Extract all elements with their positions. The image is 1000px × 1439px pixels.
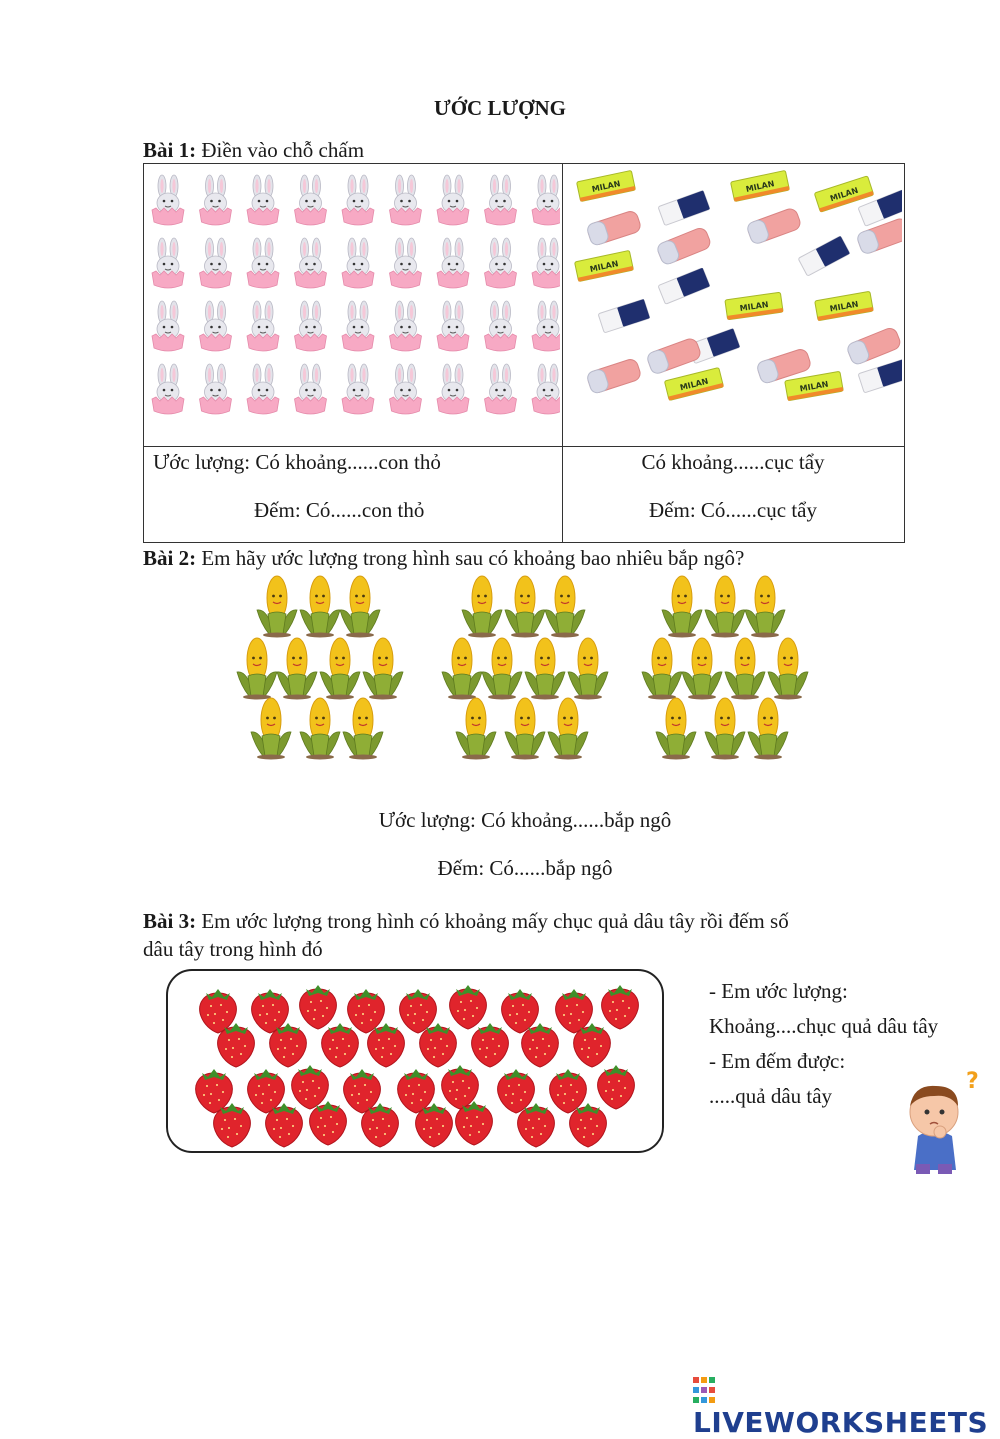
rabbit-estimate-text: Ước lượng: Có khoảng......con thỏ xyxy=(153,450,441,474)
rabbit-icon xyxy=(295,364,327,414)
eraser-icon xyxy=(646,337,702,375)
liveworksheets-logo-icon xyxy=(693,1377,715,1403)
strawberry-icon xyxy=(502,989,539,1033)
corn-icon xyxy=(642,638,682,700)
eraser-icon xyxy=(725,292,783,320)
corn-icon xyxy=(251,698,291,760)
corn-count-text: Đếm: Có......bắp ngô xyxy=(437,856,613,880)
rabbit-icon xyxy=(342,238,374,288)
strawberry-icon xyxy=(556,989,593,1033)
rabbit-icon xyxy=(532,364,560,414)
corn-icon xyxy=(748,698,788,760)
strawberry-icon xyxy=(400,989,437,1033)
rabbit-icon xyxy=(437,364,469,414)
corn-estimate-text: Ước lượng: Có khoảng......bắp ngô xyxy=(378,808,672,832)
exercise-1-table xyxy=(143,163,905,543)
exercise-3-label: Bài 3: xyxy=(143,909,197,933)
strawberry-icon xyxy=(398,1069,435,1113)
strawberry-icon xyxy=(550,1069,587,1113)
rabbit-icon xyxy=(247,301,279,351)
rabbit-count-text: Đếm: Có......con thỏ xyxy=(254,498,425,522)
eraser-icon xyxy=(858,359,902,393)
rabbit-icon xyxy=(532,238,560,288)
corn-icon xyxy=(505,576,545,638)
strawberry-icon xyxy=(598,1065,635,1109)
rabbit-icon xyxy=(485,301,517,351)
corn-icon xyxy=(482,638,522,700)
exercise-1-label: Bài 1: xyxy=(143,138,197,162)
corn-icon xyxy=(662,576,702,638)
eraser-estimate-text: Có khoảng......cục tẩy xyxy=(641,450,825,474)
rabbit-icon xyxy=(247,175,279,225)
rabbit-icon xyxy=(152,364,184,414)
rabbit-icon xyxy=(295,301,327,351)
rabbit-icon xyxy=(247,364,279,414)
eraser-icon xyxy=(731,170,790,201)
corn-icon xyxy=(277,638,317,700)
strawberries-picture xyxy=(168,971,662,1151)
eraser-icon xyxy=(575,250,634,281)
strawberry-icon xyxy=(322,1023,359,1067)
erasers-picture xyxy=(564,166,902,444)
eraser-icon xyxy=(846,326,902,366)
eraser-icon xyxy=(664,368,723,401)
strawberry-count-answer: .....quả dâu tây xyxy=(709,1084,833,1108)
eraser-icon xyxy=(798,236,850,276)
rabbit-icon xyxy=(295,238,327,288)
strawberry-icon xyxy=(252,989,289,1033)
rabbit-icon xyxy=(437,238,469,288)
rabbit-icon xyxy=(532,301,560,351)
corn-icon xyxy=(257,576,297,638)
corn-icon xyxy=(237,638,277,700)
rabbit-icon xyxy=(390,175,422,225)
strawberry-estimate-label: - Em ước lượng: xyxy=(709,979,848,1003)
eraser-icon xyxy=(658,268,710,305)
eraser-count-text: Đếm: Có......cục tẩy xyxy=(649,498,817,522)
rabbit-icon xyxy=(532,175,560,225)
rabbit-icon xyxy=(437,301,469,351)
rabbit-icon xyxy=(342,175,374,225)
strawberry-box xyxy=(166,969,664,1153)
corn-icon xyxy=(745,576,785,638)
corn-icon xyxy=(548,698,588,760)
corn-icon xyxy=(340,576,380,638)
strawberry-estimate-answer: Khoảng....chục quả dâu tây xyxy=(709,1014,939,1038)
corn-icon xyxy=(682,638,722,700)
corn-icon xyxy=(705,576,745,638)
rabbit-icon xyxy=(485,364,517,414)
corn-icon xyxy=(320,638,360,700)
eraser-icon xyxy=(658,190,710,225)
exercise-1-instruction: Điền vào chỗ chấm xyxy=(201,138,365,162)
rabbit-icon xyxy=(152,175,184,225)
rabbit-icon xyxy=(200,364,232,414)
strawberry-icon xyxy=(472,1023,509,1067)
corn-icon xyxy=(505,698,545,760)
rabbit-icon xyxy=(342,364,374,414)
corn-icon xyxy=(705,698,745,760)
corn-icon xyxy=(768,638,808,700)
liveworksheets-logo xyxy=(693,1373,1000,1439)
corn-icon xyxy=(545,576,585,638)
rabbit-icon xyxy=(390,301,422,351)
corn-icon xyxy=(442,638,482,700)
rabbits-picture xyxy=(146,166,560,444)
corn-icon xyxy=(363,638,403,700)
rabbit-icon xyxy=(437,175,469,225)
rabbit-icon xyxy=(200,301,232,351)
liveworksheets-logo-text: LIVEWORKSHEETS xyxy=(693,1406,989,1439)
strawberry-icon xyxy=(196,1069,233,1113)
strawberry-icon xyxy=(498,1069,535,1113)
eraser-icon xyxy=(746,207,802,245)
eraser-icon xyxy=(856,217,902,255)
eraser-icon xyxy=(656,226,712,266)
rabbit-icon xyxy=(152,238,184,288)
eraser-icon xyxy=(815,291,874,320)
table-divider-horizontal xyxy=(144,446,904,447)
eraser-icon xyxy=(598,299,650,333)
rabbit-icon xyxy=(200,175,232,225)
strawberry-icon xyxy=(310,1101,347,1145)
rabbit-icon xyxy=(390,238,422,288)
corn-icon xyxy=(300,698,340,760)
corn-icon xyxy=(300,576,340,638)
corn-picture xyxy=(225,568,825,768)
corn-icon xyxy=(462,576,502,638)
table-divider-vertical xyxy=(562,164,563,542)
strawberry-icon xyxy=(200,989,237,1033)
rabbit-icon xyxy=(200,238,232,288)
strawberry-icon xyxy=(442,1065,479,1109)
eraser-icon xyxy=(785,371,844,400)
strawberry-icon xyxy=(348,989,385,1033)
strawberry-icon xyxy=(300,985,337,1029)
exercise-3-instruction-line2: dâu tây trong hình đó xyxy=(143,937,323,961)
thinking-boy-illustration xyxy=(900,1066,992,1178)
rabbit-icon xyxy=(485,175,517,225)
corn-icon xyxy=(656,698,696,760)
eraser-icon xyxy=(586,358,642,395)
strawberry-count-label: - Em đếm được: xyxy=(709,1049,846,1073)
strawberry-icon xyxy=(344,1069,381,1113)
rabbit-icon xyxy=(390,364,422,414)
strawberry-icon xyxy=(450,985,487,1029)
rabbit-icon xyxy=(485,238,517,288)
corn-icon xyxy=(525,638,565,700)
strawberry-icon xyxy=(248,1069,285,1113)
corn-icon xyxy=(343,698,383,760)
exercise-2-label: Bài 2: xyxy=(143,546,197,570)
rabbit-icon xyxy=(152,301,184,351)
corn-icon xyxy=(725,638,765,700)
rabbit-icon xyxy=(247,238,279,288)
question-mark-icon: ? xyxy=(966,1069,979,1094)
exercise-1-heading xyxy=(143,138,364,163)
eraser-icon xyxy=(577,170,636,201)
corn-icon xyxy=(568,638,608,700)
exercise-2-instruction: Em hãy ước lượng trong hình sau có khoảng bao nhiêu bắp ngô? xyxy=(201,546,745,570)
exercise-3-heading xyxy=(143,909,789,934)
strawberry-icon xyxy=(292,1065,329,1109)
rabbit-icon xyxy=(295,175,327,225)
corn-icon xyxy=(456,698,496,760)
strawberry-icon xyxy=(602,985,639,1029)
exercise-3-instruction-line1: Em ước lượng trong hình có khoảng mấy chục quả dâu tây rồi đếm số xyxy=(201,909,789,933)
rabbit-icon xyxy=(342,301,374,351)
page-title: ƯỚC LƯỢNG xyxy=(433,96,567,120)
eraser-icon xyxy=(586,210,642,247)
